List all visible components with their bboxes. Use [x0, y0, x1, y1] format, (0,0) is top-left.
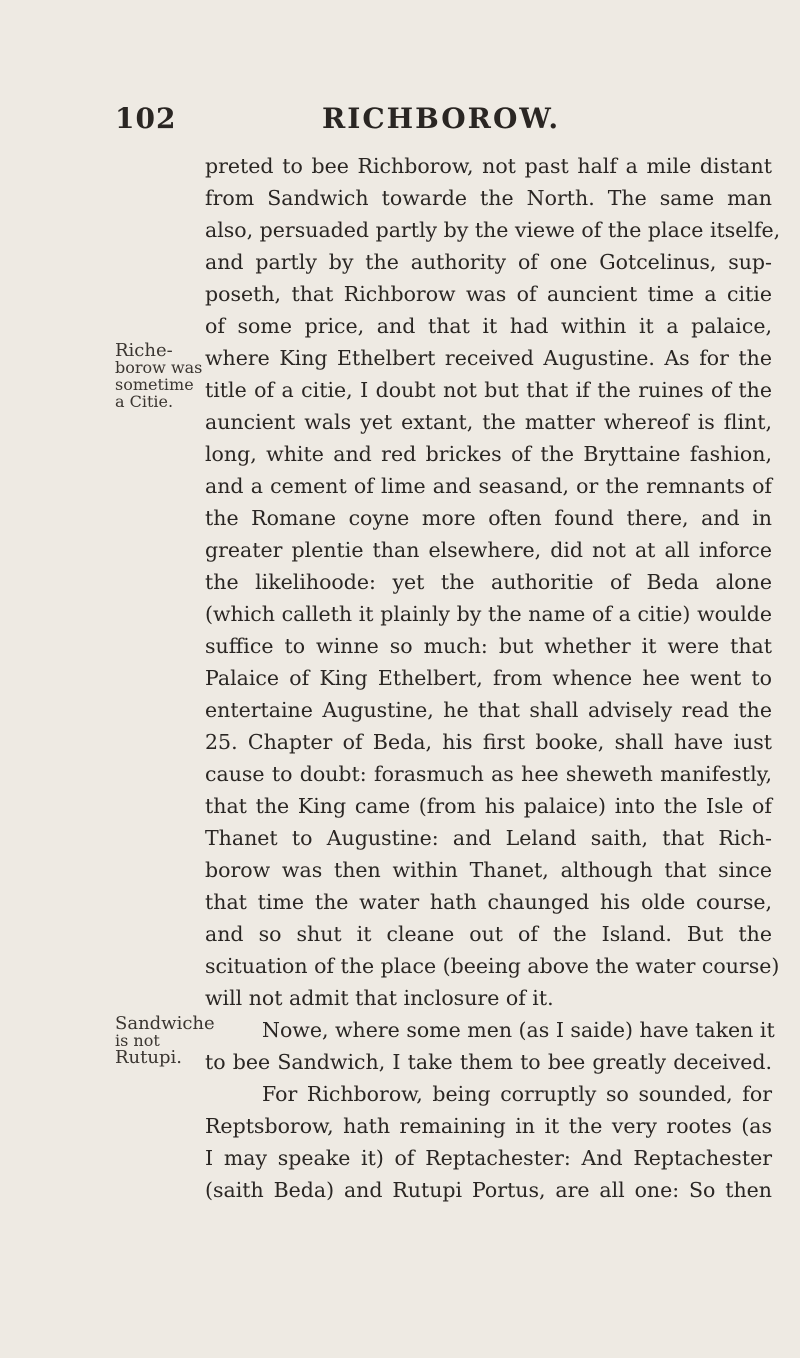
margin-note-line: is not: [115, 1031, 160, 1050]
text-line: I may speake it) of Reptachester: And Reptachester: [205, 1146, 772, 1170]
text-line: that the King came (from his palaice) into the Isle of: [205, 794, 772, 818]
text-line: where King Ethelbert received Augustine. As for the: [205, 346, 772, 370]
page-number: 102: [115, 102, 177, 135]
text-line: 25. Chapter of Beda, his first booke, shall have iust: [205, 730, 772, 754]
text-line: long, white and red brickes of the Bryttaine fashion,: [205, 442, 772, 466]
text-line: and partly by the authority of one Gotcelinus, sup-: [205, 250, 772, 274]
running-head: RICHBOROW.: [322, 102, 561, 135]
text-line: cause to doubt: forasmuch as hee sheweth manifestly,: [205, 762, 772, 786]
text-line: (which calleth it plainly by the name of a citie) woulde: [205, 602, 772, 626]
text-line: preted to bee Richborow, not past half a mile distant: [205, 154, 772, 178]
text-line: borow was then within Thanet, although that since: [205, 858, 772, 882]
margin-note-line: Rutupi.: [115, 1047, 182, 1068]
text-line: to bee Sandwich, I take them to bee greatly deceived.: [205, 1050, 772, 1074]
margin-note-line: Riche-: [115, 340, 173, 361]
text-line: auncient wals yet extant, the matter whereof is flint,: [205, 410, 772, 434]
text-line: entertaine Augustine, he that shall advisely read the: [205, 698, 772, 722]
text-line: Thanet to Augustine: and Leland saith, that Rich-: [205, 826, 772, 850]
text-line: For Richborow, being corruptly so sounded, for: [262, 1082, 772, 1106]
text-line: the likelihoode: yet the authoritie of Beda alone: [205, 570, 772, 594]
text-line: the Romane coyne more often found there, and in: [205, 506, 772, 530]
text-line: Palaice of King Ethelbert, from whence hee went to: [205, 666, 772, 690]
text-line: Nowe, where some men (as I saide) have taken it: [262, 1018, 775, 1042]
text-line: title of a citie, I doubt not but that if the ruines of the: [205, 378, 772, 402]
margin-note-line: Sandwiche: [115, 1013, 215, 1034]
text-line: scituation of the place (beeing above the water course): [205, 954, 780, 978]
margin-note-line: sometime: [115, 375, 194, 394]
text-line: will not admit that inclosure of it.: [205, 986, 554, 1010]
text-line: greater plentie than elsewhere, did not at all inforce: [205, 538, 772, 562]
text-line: (saith Beda) and Rutupi Portus, are all one: So then: [205, 1178, 772, 1202]
text-line: that time the water hath chaunged his olde course,: [205, 890, 772, 914]
text-line: and a cement of lime and seasand, or the remnants of: [205, 474, 772, 498]
text-line: suffice to winne so much: but whether it were that: [205, 634, 772, 658]
margin-note-richborow-citie: [115, 342, 202, 410]
text-line: from Sandwich towarde the North. The same man: [205, 186, 772, 210]
margin-note-line: borow was: [115, 358, 203, 377]
page-header: [0, 102, 800, 142]
text-line: also, persuaded partly by the viewe of the place itselfe,: [205, 218, 781, 242]
text-line: of some price, and that it had within it a palaice,: [205, 314, 772, 338]
text-line: Reptsborow, hath remaining in it the very rootes (as: [205, 1114, 772, 1138]
text-line: poseth, that Richborow was of auncient time a citie: [205, 282, 772, 306]
text-line: and so shut it cleane out of the Island. But the: [205, 922, 772, 946]
margin-note-line: a Citie.: [115, 392, 174, 411]
margin-note-sandwiche-not-rutupi: [115, 1015, 215, 1066]
